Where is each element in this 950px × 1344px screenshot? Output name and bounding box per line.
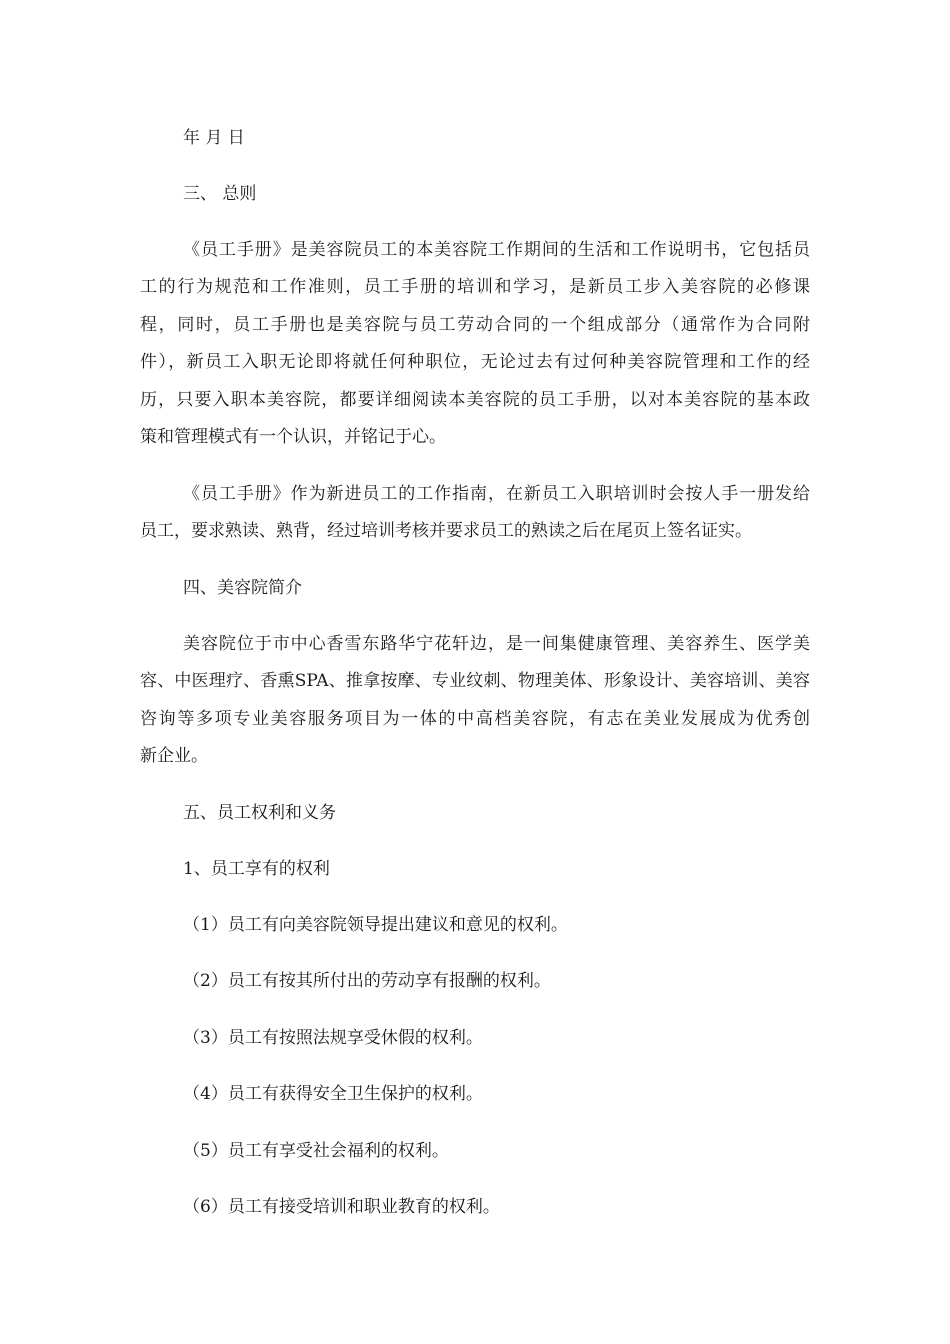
list-item: （6）员工有接受培训和职业教育的权利。 <box>183 1197 500 1217</box>
paragraph-line: 咨询等多项专业美容服务项目为一体的中高档美容院，有志在美业发展成为优秀创 <box>140 709 810 729</box>
paragraph-line: 《员工手册》作为新进员工的工作指南，在新员工入职培训时会按人手一册发给 <box>183 484 810 504</box>
date-line: 年 月 日 <box>183 128 245 148</box>
paragraph-line: 美容院位于市中心香雪东路华宁花轩边，是一间集健康管理、美容养生、医学美 <box>183 634 810 654</box>
subheading-employee-rights: 1、员工享有的权利 <box>183 859 330 879</box>
list-item: （5）员工有享受社会福利的权利。 <box>183 1141 449 1161</box>
list-item: （4）员工有获得安全卫生保护的权利。 <box>183 1084 483 1104</box>
section-heading-rights-duties: 五、员工权利和义务 <box>183 803 336 823</box>
section-heading-general: 三、 总则 <box>183 184 257 204</box>
paragraph-line: 策和管理模式有一个认识，并铭记于心。 <box>140 427 446 447</box>
paragraph-line: 员工，要求熟读、熟背，经过培训考核并要求员工的熟读之后在尾页上签名证实。 <box>140 521 752 541</box>
paragraph-line: 《员工手册》是美容院员工的本美容院工作期间的生活和工作说明书，它包括员 <box>183 240 810 260</box>
list-item: （1）员工有向美容院领导提出建议和意见的权利。 <box>183 915 568 935</box>
paragraph-line: 工的行为规范和工作准则，员工手册的培训和学习，是新员工步入美容院的必修课 <box>140 277 810 297</box>
list-item: （3）员工有按照法规享受休假的权利。 <box>183 1028 483 1048</box>
paragraph-line: 历，只要入职本美容院，都要详细阅读本美容院的员工手册，以对本美容院的基本政 <box>140 390 810 410</box>
section-heading-introduction: 四、美容院简介 <box>183 578 302 598</box>
list-item: （2）员工有按其所付出的劳动享有报酬的权利。 <box>183 971 551 991</box>
paragraph-line: 件），新员工入职无论即将就任何种职位，无论过去有过何种美容院管理和工作的经 <box>140 352 810 372</box>
paragraph-line: 程，同时，员工手册也是美容院与员工劳动合同的一个组成部分（通常作为合同附 <box>140 315 810 335</box>
paragraph-line: 新企业。 <box>140 746 208 766</box>
paragraph-line: 容、中医理疗、香熏SPA、推拿按摩、专业纹刺、物理美体、形象设计、美容培训、美容 <box>140 671 810 691</box>
